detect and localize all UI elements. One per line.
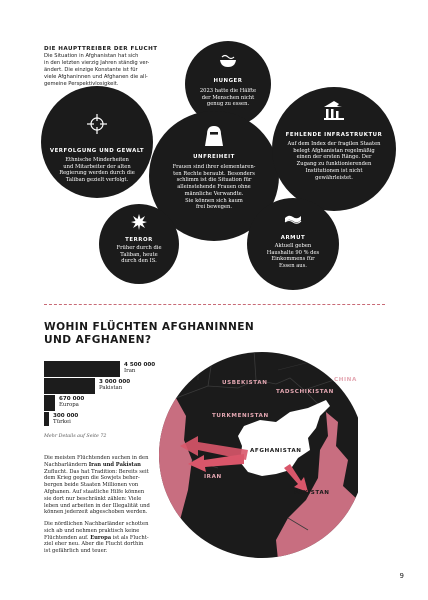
- refugee-bar-country: Iran: [124, 368, 136, 375]
- driver-verfolgung: [41, 86, 153, 198]
- intro-line: gemeine Perspektivlosigkeit.: [44, 80, 119, 87]
- refugee-bar: [44, 361, 120, 377]
- driver-line: Einkommens für: [271, 256, 315, 263]
- section-title: [44, 321, 304, 347]
- section-title-line: UND AFGHANEN?: [44, 334, 152, 346]
- text-line: [44, 528, 154, 535]
- driver-title: FEHLENDE INFRASTRUKTUR: [285, 132, 383, 138]
- driver-infrastruktur: [272, 87, 396, 211]
- bowl-icon: [218, 53, 238, 69]
- text-span: ziel eher neu. Aber die Flucht dorthin: [44, 541, 144, 548]
- map-label-tadschikistan: TADSCHIKISTAN: [276, 389, 334, 395]
- text-line: [44, 503, 154, 510]
- text-line: [44, 521, 154, 528]
- text-span: leben und arbeiten in der Illegalität und: [44, 502, 150, 509]
- text-span: ist gefährlich und teuer.: [44, 548, 108, 555]
- driver-line: gewährleistet.: [315, 174, 353, 181]
- refugee-bar-label: [59, 396, 84, 409]
- refugee-bar-label: [99, 379, 130, 392]
- driver-title: UNFREIHEIT: [193, 154, 235, 160]
- map-label-turkmenistan: TURKMENISTAN: [212, 413, 269, 419]
- text-span: Afghanen. Auf staatliche Hilfe können: [44, 488, 145, 495]
- driver-text: [107, 245, 171, 265]
- driver-line: der Menschen nicht: [201, 94, 255, 101]
- driver-line: und Mitarbeiter der alten: [63, 163, 131, 170]
- intro-title: DIE HAUPTTREIBER DER FLUCHT: [44, 46, 158, 52]
- refugee-bar-country: Pakistan: [99, 385, 123, 392]
- driver-line: Auf dem Index der fragilen Staaten: [287, 141, 381, 147]
- crosshair-icon: [87, 114, 107, 134]
- refugee-bar: [44, 412, 49, 426]
- region-map: [158, 350, 358, 560]
- driver-line: Essen aus.: [279, 263, 307, 270]
- text-line: [44, 496, 154, 503]
- refugee-bar-country: Europa: [59, 402, 79, 409]
- driver-line: ten Rechte beraubt. Besonders: [173, 170, 255, 177]
- text-span: ist als Flucht-: [111, 534, 149, 541]
- text-span: Die nördlichen Nachbarländer schotten: [44, 521, 149, 527]
- driver-line: Ethnische Minderheiten: [65, 157, 129, 163]
- driver-line: Aktuell geben: [274, 243, 312, 249]
- driver-title: TERROR: [125, 237, 153, 243]
- refugee-bar-value: 3 000 000: [99, 379, 131, 385]
- bar-note: Mehr Details auf Seite 72: [44, 434, 107, 439]
- refugee-bar-label: [124, 362, 155, 375]
- driver-title: HUNGER: [213, 78, 243, 84]
- driver-armut: [247, 198, 339, 290]
- emphasis: Iran und Pakistan: [88, 461, 141, 468]
- explosion-icon: [130, 213, 148, 231]
- refugee-text-1: [44, 455, 154, 516]
- section-divider: [44, 304, 385, 305]
- text-span: Flüchtenden auf.: [44, 534, 91, 541]
- driver-line: belegt Afghanistan regelmäßig: [293, 147, 375, 154]
- refugee-bar-label: [53, 413, 78, 426]
- text-span: bergen beide Staaten Millionen von: [44, 482, 139, 489]
- text-span: können jederzeit abgeschoben werden.: [44, 509, 148, 516]
- text-span: Nachbarländern: [44, 461, 89, 468]
- text-line: [44, 455, 154, 462]
- driver-text: [158, 164, 270, 211]
- driver-line: Taliban, heute: [120, 251, 158, 258]
- driver-line: Früher durch die: [116, 245, 162, 251]
- intro-line: in den letzten vierzig Jahren ständig ver-: [44, 59, 150, 66]
- map-label-china: CHINA: [334, 377, 357, 383]
- driver-line: frei bewegen.: [195, 204, 233, 211]
- text-line: [44, 462, 154, 469]
- ruined-building-icon: [322, 100, 346, 120]
- text-line: [44, 541, 154, 548]
- driver-line: Zugang zu funktionierenden: [296, 161, 372, 168]
- text-line: [44, 482, 154, 489]
- driver-line: schlimm ist die Situation für: [176, 177, 252, 184]
- refugee-bar: [44, 395, 55, 411]
- text-line: [44, 489, 154, 496]
- section-title-line: WOHIN FLÜCHTEN AFGHANINNEN: [44, 321, 255, 333]
- driver-line: einen der ersten Ränge. Der: [296, 154, 372, 161]
- driver-text: [278, 141, 390, 181]
- driver-title: ARMUT: [280, 235, 306, 241]
- refugee-bar-value: 300 000: [53, 413, 79, 419]
- driver-line: Regierung werden durch die: [59, 170, 135, 177]
- driver-line: männliche Verwandte.: [184, 190, 244, 197]
- intro-line: Die Situation in Afghanistan hat sich: [44, 53, 139, 59]
- driver-line: genug zu essen.: [206, 101, 250, 108]
- driver-line: durch den IS.: [121, 258, 157, 265]
- driver-line: Haushalte 90 % des: [266, 249, 320, 256]
- intro-line: viele Afghaninnen und Afghanen die all-: [44, 73, 148, 80]
- money-icon: [283, 212, 303, 226]
- map-label-pakistan: PAKISTAN: [294, 490, 330, 496]
- text-line: [44, 535, 154, 542]
- driver-text: [193, 88, 263, 108]
- driver-line: Institutionen ist nicht: [305, 167, 363, 174]
- text-line: [44, 469, 154, 476]
- refugee-text-2: [44, 521, 154, 555]
- text-line: [44, 475, 154, 482]
- intro-line: ändert. Die einzige Konstante ist für: [44, 66, 138, 73]
- driver-line: Sie können sich kaum: [185, 197, 243, 204]
- driver-text: [49, 157, 145, 184]
- text-span: Die meisten Flüchtenden suchen in den: [44, 455, 149, 461]
- text-span: Zuflucht. Das hat Tradition: Bereits seit: [44, 468, 149, 475]
- text-span: dem Krieg gegen die Sowjets beher-: [44, 475, 140, 482]
- driver-line: Frauen sind ihrer elementaren-: [172, 164, 256, 170]
- text-span: sich ab und nehmen praktisch keine: [44, 527, 140, 534]
- driver-line: Taliban gezielt verfolgt.: [65, 177, 129, 184]
- driver-line: alleinstehende Frauen ohne: [177, 184, 251, 191]
- refugee-bar: [44, 378, 95, 394]
- map-label-iran: IRAN: [204, 474, 222, 480]
- text-line: [44, 548, 154, 555]
- map-label-usbekistan: USBEKISTAN: [222, 380, 268, 386]
- map-label-afghanistan: AFGHANISTAN: [250, 448, 302, 454]
- refugee-bar-value: 670 000: [59, 396, 85, 402]
- refugee-bar-country: Türkei: [53, 419, 71, 426]
- intro-text: [44, 53, 168, 88]
- driver-line: 2023 hatte die Hälfte: [199, 88, 257, 94]
- text-line: [44, 509, 154, 516]
- refugee-bar-value: 4 500 000: [124, 362, 156, 368]
- driver-text: [256, 243, 330, 270]
- page-number: 9: [399, 572, 404, 580]
- driver-terror: [99, 204, 179, 284]
- driver-title: VERFOLGUNG UND GEWALT: [49, 148, 145, 154]
- text-span: sie dort nur beschränkt zählen: Viele: [44, 495, 142, 502]
- emphasis: Europa: [90, 534, 112, 541]
- veiled-woman-icon: [204, 125, 224, 147]
